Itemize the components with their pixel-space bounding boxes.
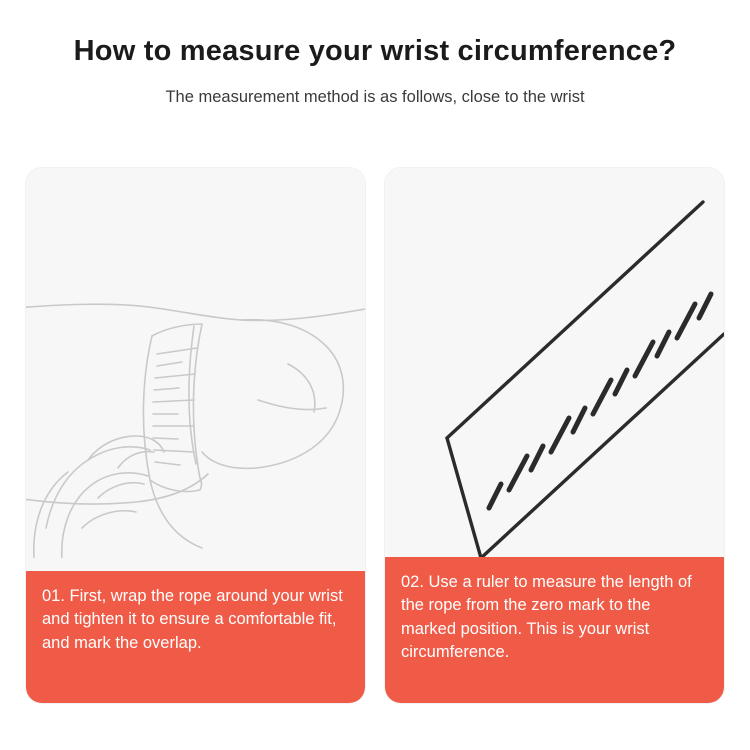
page-title: How to measure your wrist circumference? — [73, 35, 677, 67]
step-card-2 — [385, 168, 724, 703]
page-subtitle: The measurement method is as follows, close to the wrist — [165, 87, 585, 106]
page-header — [0, 0, 750, 108]
step-1-caption: 01. First, wrap the rope around your wrist and tighten it to ensure a comfortable fit, and mark the overlap. — [26, 571, 365, 703]
step-card-1 — [26, 168, 365, 703]
steps-container — [26, 168, 724, 703]
step-2-caption: 02. Use a ruler to measure the length of the rope from the zero mark to the marked position. This is your wrist circumference. — [385, 557, 724, 703]
wrist-tape-illustration — [26, 168, 365, 558]
ruler-illustration — [385, 168, 724, 558]
